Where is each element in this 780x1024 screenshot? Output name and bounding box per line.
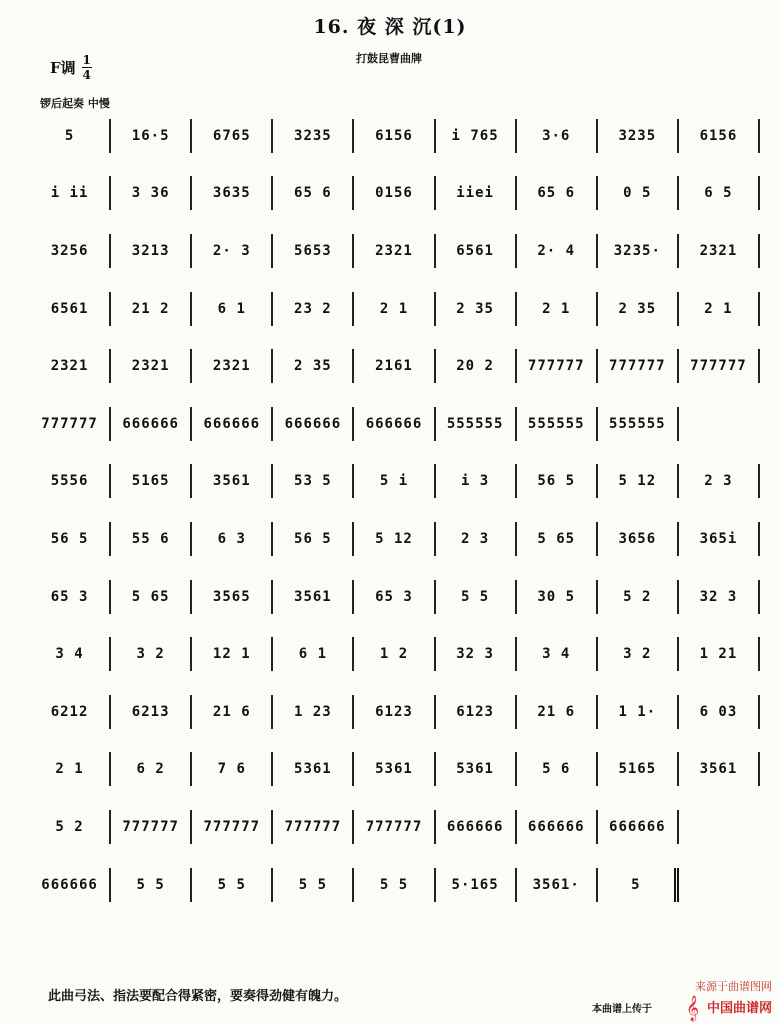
score-row xyxy=(30,856,760,914)
tempo-marking: 锣后起奏 中慢 xyxy=(40,97,110,110)
measure: 3561 xyxy=(192,464,273,498)
measure: 3 4 xyxy=(517,637,598,671)
score-row xyxy=(30,625,760,683)
measure: 21 2 xyxy=(111,292,192,326)
measure: 5 6 xyxy=(517,752,598,786)
measure: 6156 xyxy=(354,119,435,153)
measure: 5 12 xyxy=(598,464,679,498)
measure: 777777 xyxy=(111,810,192,844)
measure: 3213 xyxy=(111,234,192,268)
measure: 3·6 xyxy=(517,119,598,153)
upload-credit: 本曲谱上传于 xyxy=(592,1004,652,1015)
measure: 2321 xyxy=(192,349,273,383)
measure: 6 1 xyxy=(192,292,273,326)
measure: 32 3 xyxy=(679,580,760,614)
score-row xyxy=(30,568,760,626)
measure: 5 5 xyxy=(354,868,435,902)
measure: 6213 xyxy=(111,695,192,729)
measure: 2321 xyxy=(30,349,111,383)
measure: 777777 xyxy=(517,349,598,383)
measure: 6765 xyxy=(192,119,273,153)
measure: 5361 xyxy=(436,752,517,786)
measure: 3565 xyxy=(192,580,273,614)
measure: 16·5 xyxy=(111,119,192,153)
score-row xyxy=(30,453,760,511)
score-row xyxy=(30,280,760,338)
measure: 2 1 xyxy=(30,752,111,786)
watermark-brand: 中国曲谱网 xyxy=(706,1001,772,1016)
measure: 65 3 xyxy=(354,580,435,614)
measure: i ii xyxy=(30,176,111,210)
measure: 56 5 xyxy=(30,522,111,556)
score-row xyxy=(30,683,760,741)
measure: 2 1 xyxy=(679,292,760,326)
measure: 53 5 xyxy=(273,464,354,498)
measure: 3561 xyxy=(273,580,354,614)
measure: 666666 xyxy=(273,407,354,441)
measure: 2 3 xyxy=(436,522,517,556)
measure: 3561 xyxy=(679,752,760,786)
measure: 2321 xyxy=(111,349,192,383)
measure: 3235· xyxy=(598,234,679,268)
measure: 65 6 xyxy=(273,176,354,210)
measure: 1 21 xyxy=(679,637,760,671)
score-row xyxy=(30,798,760,856)
measure: 3561· xyxy=(517,868,598,902)
measure: 7 6 xyxy=(192,752,273,786)
measure: 5165 xyxy=(598,752,679,786)
measure: 56 5 xyxy=(273,522,354,556)
measure: i 765 xyxy=(436,119,517,153)
measure: 5 2 xyxy=(30,810,111,844)
measure: 666666 xyxy=(192,407,273,441)
score xyxy=(30,107,760,913)
measure: 2· 3 xyxy=(192,234,273,268)
watermark-source: 来源于曲谱图网 xyxy=(695,980,772,993)
measure: 555555 xyxy=(517,407,598,441)
measure: 365i xyxy=(679,522,760,556)
score-row xyxy=(30,337,760,395)
measure: 3256 xyxy=(30,234,111,268)
measure: 666666 xyxy=(517,810,598,844)
measure: 6 03 xyxy=(679,695,760,729)
measure: 1 1· xyxy=(598,695,679,729)
measure: 2· 4 xyxy=(517,234,598,268)
measure: 2321 xyxy=(679,234,760,268)
key-signature xyxy=(50,54,92,81)
time-signature xyxy=(82,54,92,81)
measure: iiei xyxy=(436,176,517,210)
watermark xyxy=(622,978,772,1024)
measure: 6 5 xyxy=(679,176,760,210)
measure: 6 3 xyxy=(192,522,273,556)
measure: 3235 xyxy=(273,119,354,153)
subtitle: 打鼓昆曹曲牌 xyxy=(356,52,422,65)
score-row xyxy=(30,510,760,568)
measure: 5 5 xyxy=(111,868,192,902)
performance-note: 此曲弓法、指法要配合得紧密，要奏得劲健有魄力。 xyxy=(48,989,348,1004)
measure: 3 36 xyxy=(111,176,192,210)
measure: 5361 xyxy=(273,752,354,786)
measure: 3635 xyxy=(192,176,273,210)
measure: 777777 xyxy=(30,407,111,441)
measure: 6561 xyxy=(436,234,517,268)
measure: 2 35 xyxy=(436,292,517,326)
measure: 3656 xyxy=(598,522,679,556)
measure: 3 2 xyxy=(598,637,679,671)
time-numerator: 1 xyxy=(82,53,91,67)
measure: 666666 xyxy=(111,407,192,441)
measure: 56 5 xyxy=(517,464,598,498)
measure: 5 xyxy=(598,868,679,902)
score-row xyxy=(30,395,760,453)
measure: 3235 xyxy=(598,119,679,153)
measure: 5·165 xyxy=(436,868,517,902)
measure: 5 65 xyxy=(517,522,598,556)
measure: 777777 xyxy=(273,810,354,844)
score-row xyxy=(30,165,760,223)
measure: 21 6 xyxy=(192,695,273,729)
score-row xyxy=(30,107,760,165)
measure: 23 2 xyxy=(273,292,354,326)
treble-clef-logo-icon: 𝄞 xyxy=(685,996,699,1021)
measure: 2 1 xyxy=(517,292,598,326)
measure: 6156 xyxy=(679,119,760,153)
measure: 3 2 xyxy=(111,637,192,671)
measure: 6 2 xyxy=(111,752,192,786)
measure: 55 6 xyxy=(111,522,192,556)
time-denominator: 4 xyxy=(82,68,91,82)
measure: 20 2 xyxy=(436,349,517,383)
measure: 6123 xyxy=(354,695,435,729)
measure: 1 2 xyxy=(354,637,435,671)
measure: 6123 xyxy=(436,695,517,729)
score-row xyxy=(30,222,760,280)
measure: 2321 xyxy=(354,234,435,268)
measure: 555555 xyxy=(436,407,517,441)
measure: 777777 xyxy=(354,810,435,844)
measure: 666666 xyxy=(436,810,517,844)
measure: 777777 xyxy=(598,349,679,383)
measure: 21 6 xyxy=(517,695,598,729)
measure: 0156 xyxy=(354,176,435,210)
measure: 6561 xyxy=(30,292,111,326)
measure: 666666 xyxy=(354,407,435,441)
measure: 1 23 xyxy=(273,695,354,729)
score-row xyxy=(30,741,760,799)
measure: 2 35 xyxy=(273,349,354,383)
measure: i 3 xyxy=(436,464,517,498)
measure: 5 65 xyxy=(111,580,192,614)
measure: 2 1 xyxy=(354,292,435,326)
measure: 666666 xyxy=(30,868,111,902)
measure: 5 xyxy=(30,119,111,153)
measure: 12 1 xyxy=(192,637,273,671)
measure: 65 6 xyxy=(517,176,598,210)
measure: 5165 xyxy=(111,464,192,498)
measure: 65 3 xyxy=(30,580,111,614)
measure: 5 12 xyxy=(354,522,435,556)
measure: 555555 xyxy=(598,407,679,441)
measure: 777777 xyxy=(679,349,760,383)
measure: 2161 xyxy=(354,349,435,383)
measure: 32 3 xyxy=(436,637,517,671)
measure: 5 5 xyxy=(273,868,354,902)
measure: 5361 xyxy=(354,752,435,786)
page-title: 16. 夜 深 沉(1) xyxy=(313,16,467,38)
measure: 3 4 xyxy=(30,637,111,671)
measure: 2 3 xyxy=(679,464,760,498)
measure: 5653 xyxy=(273,234,354,268)
measure: 5 5 xyxy=(436,580,517,614)
measure: 30 5 xyxy=(517,580,598,614)
measure: 777777 xyxy=(192,810,273,844)
key-label: F调 xyxy=(50,59,76,77)
measure: 6 1 xyxy=(273,637,354,671)
measure: 666666 xyxy=(598,810,679,844)
measure: 5 2 xyxy=(598,580,679,614)
measure: 0 5 xyxy=(598,176,679,210)
measure: 6212 xyxy=(30,695,111,729)
measure: 2 35 xyxy=(598,292,679,326)
measure: 5 5 xyxy=(192,868,273,902)
measure: 5556 xyxy=(30,464,111,498)
measure: 5 i xyxy=(354,464,435,498)
